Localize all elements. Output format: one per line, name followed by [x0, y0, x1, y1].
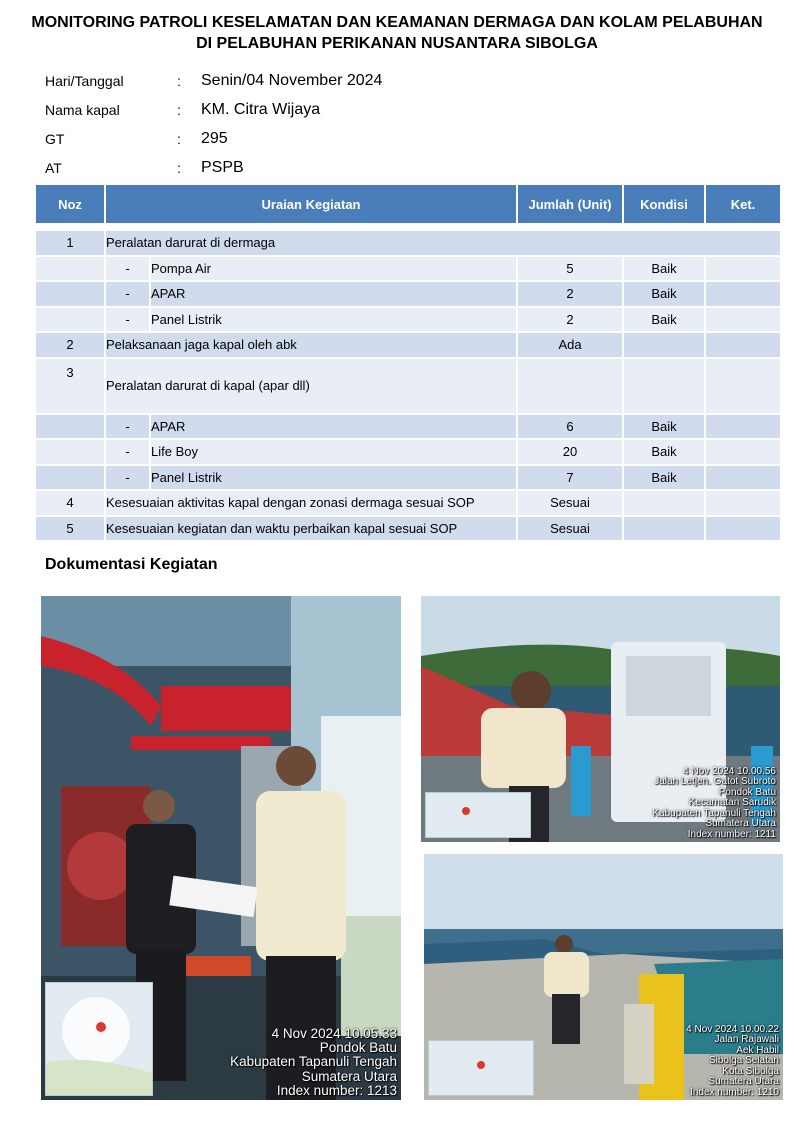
cell-ket: [706, 415, 780, 441]
cell-ket: [706, 282, 780, 308]
cell-no: [36, 257, 106, 283]
cell-no: 5: [36, 517, 106, 543]
cell-ket: [706, 440, 780, 466]
header-jumlah: Jumlah (Unit): [518, 185, 624, 223]
map-thumbnail-image: [46, 983, 152, 1095]
photo-stamp-2: [652, 767, 776, 841]
cell-uraian: Panel Listrik: [151, 466, 518, 492]
stamp-line: 4 Nov 2024 10.00.56: [683, 765, 776, 777]
cell-ket: [706, 308, 780, 334]
cell-kondisi: Baik: [624, 257, 706, 283]
cell-ket: [706, 466, 780, 492]
cell-no: [36, 282, 106, 308]
table-row: [36, 257, 780, 283]
table-row: [36, 359, 780, 415]
monitoring-table: [36, 185, 780, 542]
meta-colon: :: [177, 101, 181, 118]
cell-no: 2: [36, 333, 106, 359]
map-thumbnail: [428, 1040, 534, 1096]
cell-ket: [706, 257, 780, 283]
table-row: [36, 231, 780, 257]
stamp-line: 4 Nov 2024 10.05.33: [271, 1026, 397, 1042]
cell-uraian: Peralatan darurat di kapal (apar dll): [106, 359, 518, 415]
cell-no: 1: [36, 231, 106, 257]
cell-dash: -: [106, 466, 151, 492]
cell-uraian: APAR: [151, 415, 518, 441]
meta-label: Hari/Tanggal: [45, 72, 124, 89]
cell-uraian: Kesesuaian kegiatan dan waktu perbaikan kapal sesuai SOP: [106, 517, 518, 543]
cell-no: 4: [36, 491, 106, 517]
stamp-line: Pondok Batu: [718, 786, 776, 798]
cell-jumlah: 5: [518, 257, 624, 283]
meta-label: GT: [45, 130, 65, 147]
cell-jumlah: 20: [518, 440, 624, 466]
cell-dash: -: [106, 308, 151, 334]
meta-row-at: [45, 153, 382, 182]
table-row: [36, 308, 780, 334]
stamp-line: Aek Habil: [736, 1044, 779, 1056]
meta-value: KM. Citra Wijaya: [201, 100, 321, 118]
stamp-line: Jalan Rajawali: [714, 1034, 779, 1045]
table-row: [36, 415, 780, 441]
meta-info: [45, 66, 382, 182]
title-line-1: MONITORING PATROLI KESELAMATAN DAN KEAMANAN DERMAGA DAN KOLAM PELABUHAN: [31, 14, 763, 31]
table-row: [36, 440, 780, 466]
cell-uraian: Peralatan darurat di dermaga: [106, 231, 780, 257]
header-no: Noz: [36, 185, 106, 223]
cell-no: 3: [36, 359, 106, 415]
meta-value: 295: [201, 129, 228, 147]
photo-stamp-1: [230, 1027, 397, 1098]
cell-kondisi: [624, 491, 706, 517]
cell-kondisi: Baik: [624, 440, 706, 466]
stamp-line: Sibolga Selatan: [708, 1055, 779, 1066]
table-row: [36, 491, 780, 517]
stamp-line: Index number: 1210: [690, 1086, 779, 1098]
header-ket: Ket.: [706, 185, 780, 223]
documentation-heading: Dokumentasi Kegiatan: [45, 556, 218, 573]
cell-kondisi: Baik: [624, 282, 706, 308]
cell-ket: [706, 359, 780, 415]
cell-no: [36, 466, 106, 492]
cell-kondisi: [624, 333, 706, 359]
map-thumbnail-image: [429, 1041, 533, 1095]
stamp-line: Index number: 1211: [687, 828, 776, 840]
cell-uraian: Kesesuaian aktivitas kapal dengan zonasi dermaga sesuai SOP: [106, 491, 518, 517]
photo-stamp-3: [686, 1025, 779, 1099]
stamp-line: Kabupaten Tapanuli Tengah: [652, 807, 776, 819]
cell-uraian: Pompa Air: [151, 257, 518, 283]
meta-row-ship: [45, 95, 382, 124]
stamp-line: Kecamatan Sarudik: [688, 797, 776, 808]
cell-dash: -: [106, 415, 151, 441]
cell-kondisi: [624, 517, 706, 543]
stamp-line: Kabupaten Tapanuli Tengah: [230, 1054, 397, 1070]
table-header-row: [36, 185, 780, 223]
cell-jumlah: [518, 359, 624, 415]
cell-jumlah: Ada: [518, 333, 624, 359]
cell-uraian: Life Boy: [151, 440, 518, 466]
cell-jumlah: 2: [518, 282, 624, 308]
cell-uraian: Panel Listrik: [151, 308, 518, 334]
stamp-line: Sumatera Utara: [708, 1076, 779, 1087]
stamp-line: Index number: 1213: [276, 1082, 397, 1098]
meta-label: Nama kapal: [45, 101, 120, 118]
cell-jumlah: 7: [518, 466, 624, 492]
cell-no: [36, 440, 106, 466]
map-thumbnail: [425, 792, 531, 838]
meta-value: Senin/04 November 2024: [201, 71, 383, 89]
cell-jumlah: 2: [518, 308, 624, 334]
cell-kondisi: Baik: [624, 466, 706, 492]
stamp-line: Sumatera Utara: [301, 1068, 397, 1084]
map-thumbnail-image: [426, 793, 530, 837]
map-thumbnail: [45, 982, 153, 1096]
cell-jumlah: Sesuai: [518, 491, 624, 517]
cell-dash: -: [106, 257, 151, 283]
stamp-line: Pondok Batu: [319, 1040, 397, 1056]
cell-uraian: Pelaksanaan jaga kapal oleh abk: [106, 333, 518, 359]
meta-colon: :: [177, 72, 181, 89]
meta-row-date: [45, 66, 382, 95]
cell-no: [36, 415, 106, 441]
stamp-line: Sumatera Utara: [705, 818, 776, 829]
photo-engine-room: [41, 596, 401, 1100]
cell-uraian: APAR: [151, 282, 518, 308]
cell-dash: -: [106, 282, 151, 308]
header-uraian: Uraian Kegiatan: [106, 185, 518, 223]
cell-ket: [706, 491, 780, 517]
header-kondisi: Kondisi: [624, 185, 706, 223]
cell-ket: [706, 333, 780, 359]
cell-dash: -: [106, 440, 151, 466]
cell-jumlah: 6: [518, 415, 624, 441]
document-title: [0, 12, 794, 54]
meta-value: PSPB: [201, 158, 244, 176]
cell-kondisi: Baik: [624, 308, 706, 334]
meta-colon: :: [177, 130, 181, 147]
table-row: [36, 466, 780, 492]
photo-dispenser: [421, 596, 780, 842]
photo-dock: [424, 854, 783, 1100]
cell-jumlah: Sesuai: [518, 517, 624, 543]
table-row: [36, 282, 780, 308]
stamp-line: Kota Sibolga: [722, 1065, 779, 1077]
stamp-line: Jalan Letjen. Gatot Subroto: [654, 776, 776, 787]
cell-kondisi: [624, 359, 706, 415]
table-row: [36, 517, 780, 543]
cell-kondisi: Baik: [624, 415, 706, 441]
meta-colon: :: [177, 159, 181, 176]
title-line-2: DI PELABUHAN PERIKANAN NUSANTARA SIBOLGA: [196, 35, 598, 52]
cell-no: [36, 308, 106, 334]
meta-label: AT: [45, 159, 62, 176]
cell-ket: [706, 517, 780, 543]
meta-row-gt: [45, 124, 382, 153]
table-row: [36, 333, 780, 359]
stamp-line: 4 Nov 2024 10.00.22: [686, 1023, 779, 1035]
